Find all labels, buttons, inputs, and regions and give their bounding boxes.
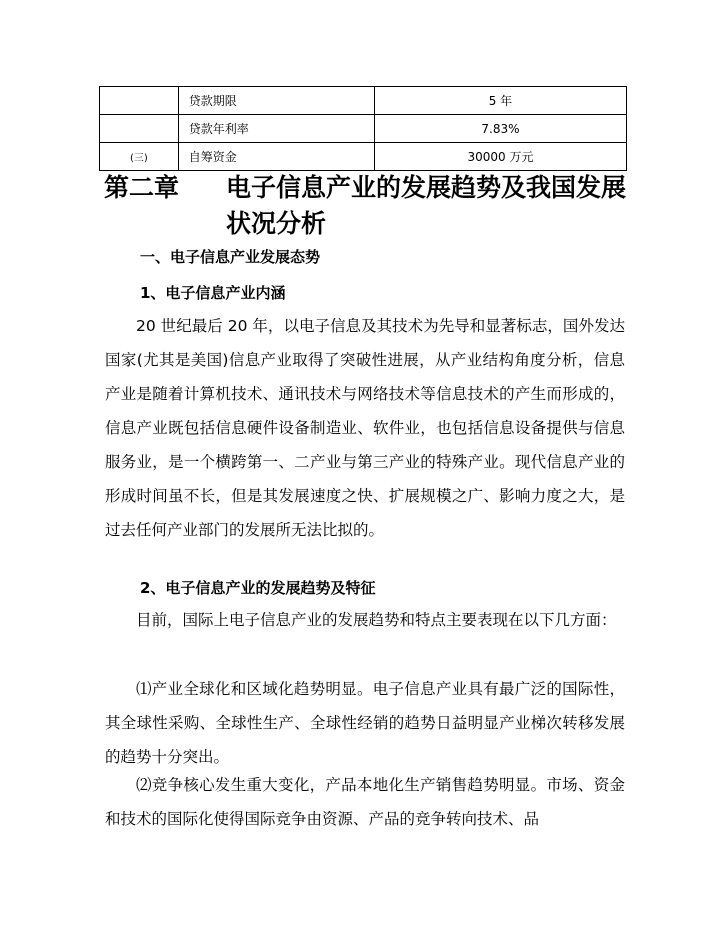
table-cell: 7.83% [374,115,626,143]
section-heading: 一、电子信息产业发展态势 [140,248,321,266]
table-row [100,143,627,171]
table-cell: 5 年 [374,87,626,115]
funding-table [99,86,627,171]
table-cell: 贷款期限 [178,87,374,115]
chapter-number: 第二章 [104,173,180,202]
table-cell: 贷款年利率 [178,115,374,143]
body-paragraph: ⑴产业全球化和区域化趋势明显。电子信息产业具有最广泛的国际性，其全球性采购、全球性生产、全球性经销的趋势日益明显产业梯次转移发展的趋势十分突出。 [105,680,625,766]
table-cell: 自筹资金 [178,143,374,171]
subsection-heading: 2、电子信息产业的发展趋势及特征 [140,579,376,597]
body-paragraph: 20 世纪最后 20 年，以电子信息及其技术为先导和显著标志，国外发达国家(尤其是美国)信息产业取得了突破性进展，从产业结构角度分析，信息产业是随着计算机技术、通讯技术与网络技术等信息技术的产生而形成的，信息产业既包括信息硬件设备制造业、软件业，也包括信息设备提供与信息服务业，是一个横跨第一、二产业与第三产业的特殊产业。现代信息产业的形成时间虽不长，但是其发展速度之快、扩展规模之广、影响力度之大，是过去任何产业部门的发展所无法比拟的。 [105,317,625,539]
body-paragraph: 目前，国际上电子信息产业的发展趋势和特点主要表现在以下几方面： [136,611,617,629]
table-cell: 30000 万元 [374,143,626,171]
body-paragraph: ⑵竞争核心发生重大变化，产品本地化生产销售趋势明显。市场、资金和技术的国际化使得国际竞争由资源、产品的竞争转向技术、品 [105,776,625,828]
table-cell: (三) [100,143,179,171]
table-cell [100,115,179,143]
chapter-title: 电子信息产业的发展趋势及我国发展状况分析 [226,173,627,238]
subsection-heading: 1、电子信息产业内涵 [140,284,286,302]
table-row [100,87,627,115]
table-cell [100,87,179,115]
table-row [100,115,627,143]
